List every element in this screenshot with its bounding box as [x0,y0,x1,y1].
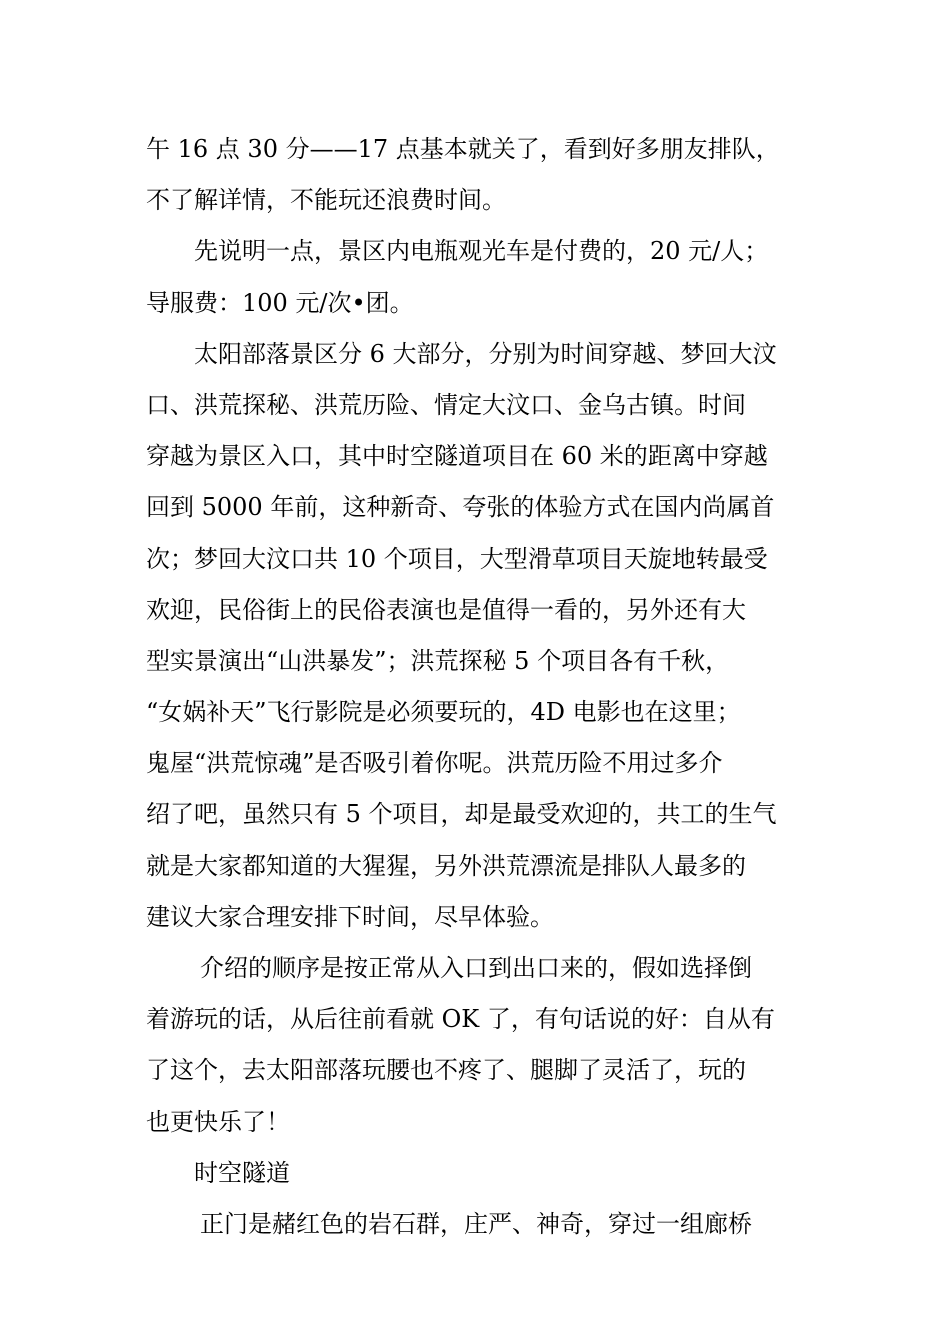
text-line: 着游玩的话，从后往前看就 OK 了，有句话说的好：自从有 [146,1005,775,1034]
text-line: 口、洪荒探秘、洪荒历险、情定大汶口、金乌古镇。时间 [146,390,746,419]
paragraph-start-line: 正门是赭红色的岩石群，庄严、神奇，穿过一组廊桥 [200,1209,752,1238]
text-line: 回到 5000 年前，这种新奇、夸张的体验方式在国内尚属首 [146,493,775,522]
paragraph-start-line: 太阳部落景区分 6 大部分，分别为时间穿越、梦回大汶 [194,339,777,368]
text-line: 建议大家合理安排下时间，尽早体验。 [146,902,554,931]
text-line: 了这个，去太阳部落玩腰也不疼了、腿脚了灵活了，玩的 [146,1056,746,1085]
text-line: 欢迎，民俗街上的民俗表演也是值得一看的，另外还有大 [146,595,746,624]
text-line: 穿越为景区入口，其中时空隧道项目在 60 米的距离中穿越 [146,442,768,471]
text-line: 绍了吧，虽然只有 5 个项目，却是最受欢迎的，共工的生气 [146,800,777,829]
text-line: 导服费：100 元/次•团。 [146,288,414,317]
section-heading: 时空隧道 [194,1158,290,1187]
text-line: 型实景演出“山洪暴发”；洪荒探秘 5 个项目各有千秋， [146,646,730,675]
paragraph-start-line: 先说明一点，景区内电瓶观光车是付费的，20 元/人； [194,237,769,266]
text-line: 就是大家都知道的大猩猩，另外洪荒漂流是排队人最多的 [146,851,746,880]
text-line: 午 16 点 30 分——17 点基本就关了，看到好多朋友排队， [146,135,780,163]
text-line: 也更快乐了！ [146,1107,290,1136]
paragraph-start-line: 介绍的顺序是按正常从入口到出口来的，假如选择倒 [200,954,752,982]
text-line: 次；梦回大汶口共 10 个项目，大型滑草项目天旋地转最受 [146,544,768,573]
text-line: 不了解详情，不能玩还浪费时间。 [146,186,506,215]
text-line: 鬼屋“洪荒惊魂”是否吸引着你呢。洪荒历险不用过多介 [146,749,723,778]
text-line: “女娲补天”飞行影院是必须要玩的，4D 电影也在这里； [146,698,741,727]
document-body [146,127,806,1253]
